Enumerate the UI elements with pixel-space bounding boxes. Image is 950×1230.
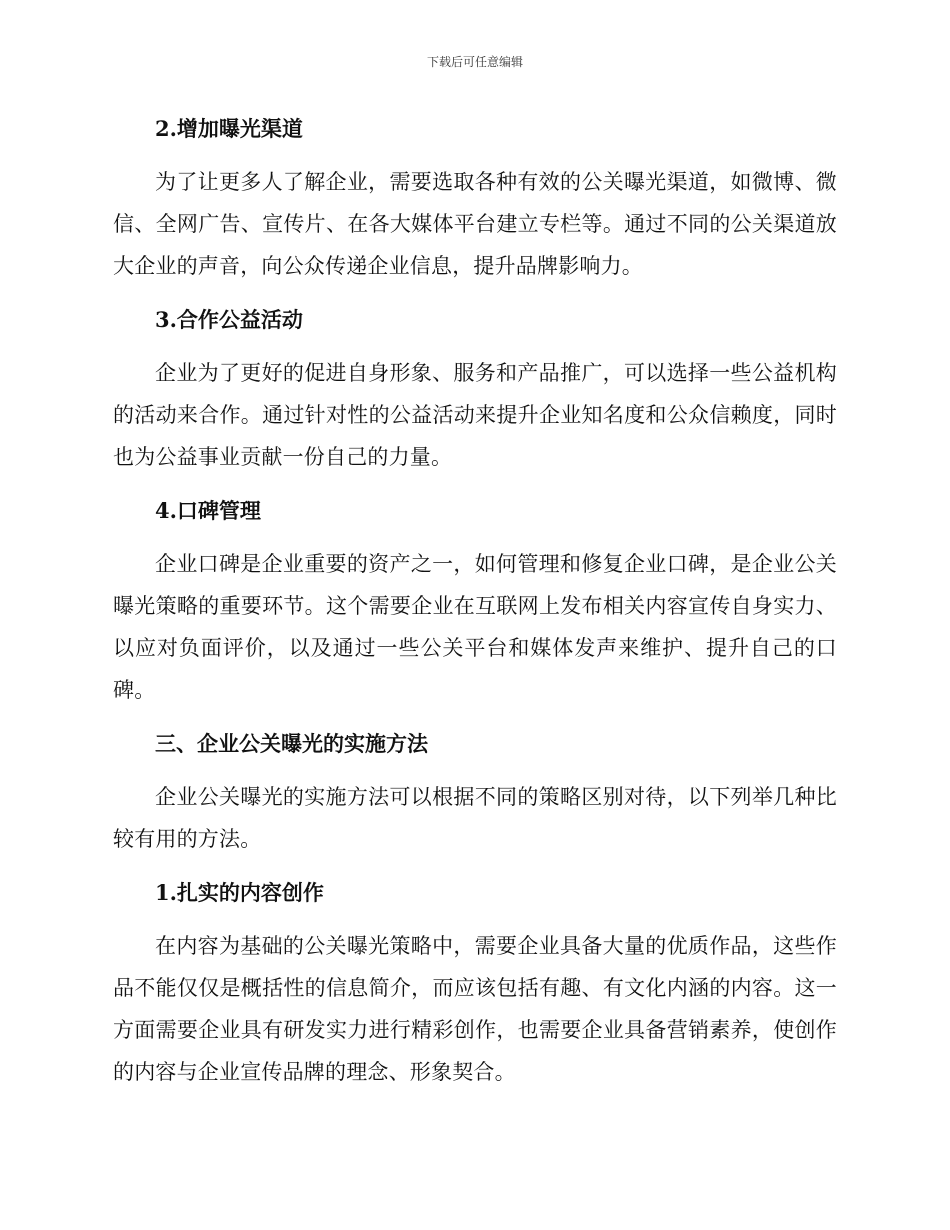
paragraph-implementation: 企业公关曝光的实施方法可以根据不同的策略区别对待，以下列举几种比较有用的方法。 [113, 785, 837, 851]
page-header: 下载后可任意编辑 [426, 55, 523, 69]
section-heading-implementation: 三、企业公关曝光的实施方法 [155, 731, 428, 756]
section-heading-increase-channels: 2.增加曝光渠道 [155, 116, 303, 141]
paragraph-channels: 为了让更多人了解企业，需要选取各种有效的公关曝光渠道，如微博、微信、全网广告、宣传片、在各大媒体平台建立专栏等。通过不同的公关渠道放大企业的声音，向公众传递企业信息，提升品牌影响力。 [113, 170, 837, 278]
document-body [113, 108, 837, 1105]
paragraph-charity: 企业为了更好的促进自身形象、服务和产品推广，可以选择一些公益机构的活动来合作。通过针对性的公益活动来提升企业知名度和公众信赖度，同时也为公益事业贡献一份自己的力量。 [113, 361, 837, 469]
section-heading-content-creation: 1.扎实的内容创作 [155, 880, 324, 905]
paragraph-reputation: 企业口碑是企业重要的资产之一，如何管理和修复企业口碑，是企业公关曝光策略的重要环节。这个需要企业在互联网上发布相关内容宣传自身实力、以应对负面评价，以及通过一些公关平台和媒体发声来维护、提升自己的口碑。 [113, 552, 837, 702]
section-heading-reputation: 4.口碑管理 [155, 498, 261, 523]
section-heading-charity: 3.合作公益活动 [155, 307, 303, 332]
paragraph-content-creation: 在内容为基础的公关曝光策略中，需要企业具备大量的优质作品，这些作品不能仅仅是概括性的信息简介，而应该包括有趣、有文化内涵的内容。这一方面需要企业具有研发实力进行精彩创作，也需要企业具备营销素养，使创作的内容与企业宣传品牌的理念、形象契合。 [113, 934, 837, 1084]
